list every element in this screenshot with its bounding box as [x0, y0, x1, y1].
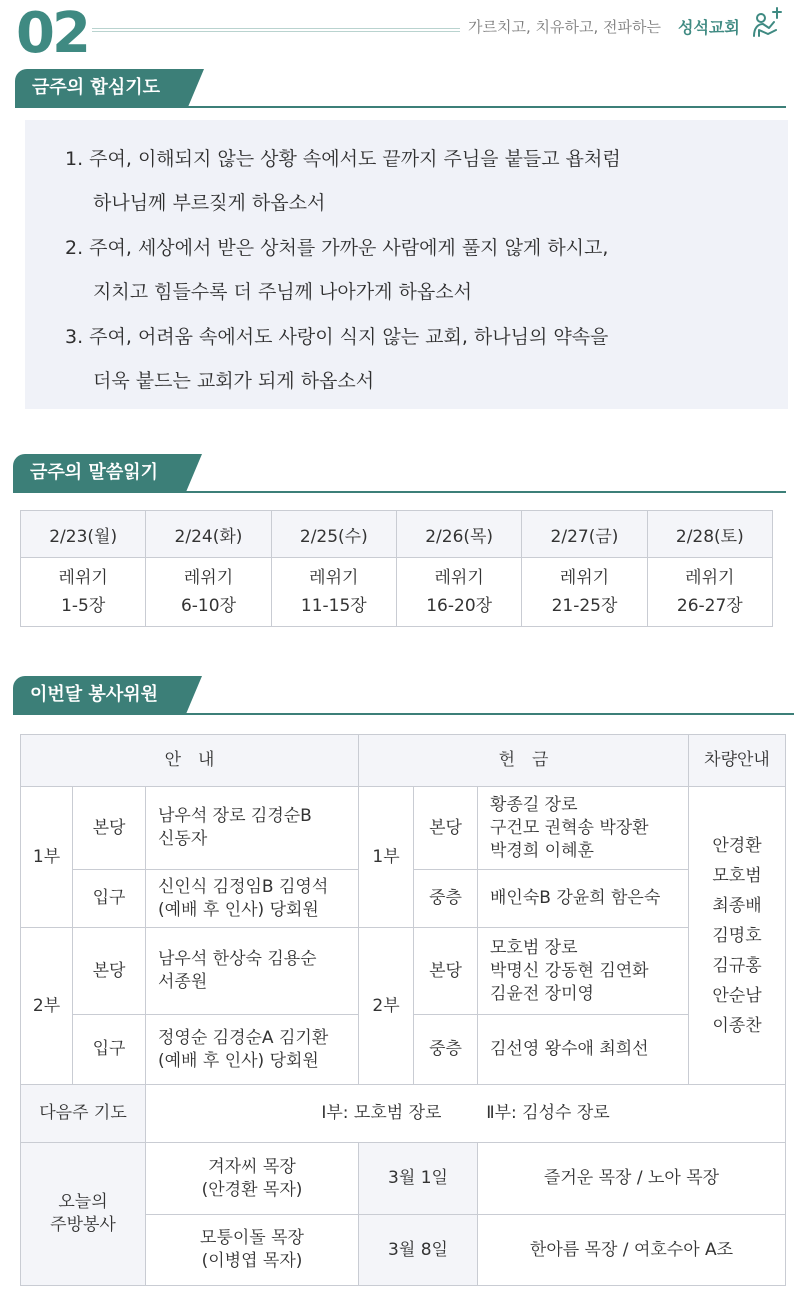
- reading-date: 2/25(수): [271, 511, 396, 558]
- offering-location: 본당: [414, 787, 478, 870]
- kitchen-row: [21, 1143, 786, 1215]
- reading-section-title: 금주의 말씀읽기: [13, 454, 186, 492]
- reading-passage: [522, 558, 647, 627]
- reading-passage: [647, 558, 772, 627]
- prayer-line: 더욱 붙드는 교회가 되게 하옵소서: [93, 370, 375, 392]
- service-section-divider: [13, 713, 794, 715]
- reading-date: 2/26(목): [396, 511, 521, 558]
- reading-book: 레위기: [559, 568, 610, 588]
- reading-date-row: [21, 511, 773, 558]
- reading-passage: [396, 558, 521, 627]
- guide-names: 정영순 김경순A 김기환 (예배 후 인사) 당회원: [146, 1015, 359, 1085]
- prayer-item: [65, 315, 608, 403]
- service-row: [21, 928, 786, 1015]
- kitchen-team: 겨자씨 목장 (안경환 목자): [146, 1143, 359, 1215]
- parking-header: 차량안내: [689, 735, 786, 787]
- next-prayer-service-2: Ⅱ부: 김성수 장로: [486, 1103, 610, 1123]
- reading-chapters: 21-25장: [551, 596, 618, 616]
- offering-service-label: 2부: [359, 928, 414, 1085]
- reading-date: 2/24(화): [146, 511, 271, 558]
- prayer-line: 2. 주여, 세상에서 받은 상처를 가까운 사람에게 풀지 않게 하시고,: [65, 237, 609, 259]
- guide-service-label: 1부: [21, 787, 73, 928]
- service-header-row: [21, 735, 786, 787]
- reading-book: 레위기: [685, 568, 735, 588]
- reading-chapters: 1-5장: [61, 596, 106, 616]
- reading-date: 2/28(토): [647, 511, 772, 558]
- reading-book: 레위기: [309, 568, 359, 588]
- guide-service-label: 2부: [21, 928, 73, 1085]
- prayer-item: [65, 226, 608, 314]
- prayer-line: 지치고 힘들수록 더 주님께 나아가게 하옵소서: [93, 281, 472, 303]
- prayer-item: [65, 137, 621, 225]
- next-prayer-assignments: [146, 1085, 786, 1143]
- reading-date: 2/23(월): [21, 511, 146, 558]
- reading-chapters: 26-27장: [676, 596, 743, 616]
- reading-chapters: 6-10장: [180, 596, 236, 616]
- offering-names: 모호범 장로 박명신 강동현 김연화 김윤전 장미영: [478, 928, 689, 1015]
- header-divider: [92, 28, 460, 32]
- page-number: 02: [16, 1, 88, 66]
- service-table: [20, 734, 786, 1286]
- offering-header: 헌 금: [359, 735, 689, 787]
- kitchen-label: 오늘의 주방봉사: [21, 1143, 146, 1286]
- next-prayer-label: 다음주 기도: [21, 1085, 146, 1143]
- offering-names: 황종길 장로 구건모 권혁송 박장환 박경희 이혜훈: [478, 787, 689, 870]
- praying-figure-cross-logo-icon: [750, 6, 784, 40]
- prayer-box: [25, 120, 788, 409]
- header-slogan: 가르치고, 치유하고, 전파하는: [468, 18, 661, 36]
- reading-book: 레위기: [434, 568, 484, 588]
- next-prayer-service-1: Ⅰ부: 모호범 장로: [321, 1103, 442, 1123]
- guide-location: 본당: [73, 928, 146, 1015]
- kitchen-team: 모퉁이돌 목장 (이병엽 목자): [146, 1215, 359, 1286]
- guide-location: 입구: [73, 870, 146, 928]
- guide-header: 안 내: [21, 735, 359, 787]
- reading-passage-row: [21, 558, 773, 627]
- guide-location: 입구: [73, 1015, 146, 1085]
- prayer-line: 3. 주여, 어려움 속에서도 사랑이 식지 않는 교회, 하나님의 약속을: [65, 326, 609, 348]
- prayer-section-divider: [15, 106, 786, 108]
- reading-passage: [146, 558, 271, 627]
- reading-chapters: 16-20장: [426, 596, 493, 616]
- offering-names: 배인숙B 강윤희 함은숙: [478, 870, 689, 928]
- offering-names: 김선영 왕수애 최희선: [478, 1015, 689, 1085]
- prayer-line: 하나님께 부르짖게 하옵소서: [93, 192, 326, 214]
- reading-book: 레위기: [58, 568, 108, 588]
- reading-table: [20, 510, 773, 627]
- next-prayer-row: [21, 1085, 786, 1143]
- offering-service-label: 1부: [359, 787, 414, 928]
- offering-location: 중층: [414, 1015, 478, 1085]
- prayer-section-title: 금주의 합심기도: [15, 69, 188, 107]
- guide-names: 신인식 김정임B 김영석 (예배 후 인사) 당회원: [146, 870, 359, 928]
- reading-book: 레위기: [183, 568, 234, 588]
- kitchen-next-teams: 한아름 목장 / 여호수아 A조: [478, 1215, 786, 1286]
- guide-names: 남우석 한상숙 김용순 서종원: [146, 928, 359, 1015]
- prayer-line: 1. 주여, 이해되지 않는 상황 속에서도 끝까지 주님을 붙들고 욥처럼: [65, 148, 621, 170]
- church-name: 성석교회: [678, 18, 740, 37]
- reading-passage: [21, 558, 146, 627]
- kitchen-date: 3월 8일: [359, 1215, 478, 1286]
- kitchen-date: 3월 1일: [359, 1143, 478, 1215]
- guide-names: 남우석 장로 김경순B 신동자: [146, 787, 359, 870]
- offering-location: 중층: [414, 870, 478, 928]
- service-row: [21, 787, 786, 870]
- reading-section-divider: [13, 491, 786, 493]
- guide-location: 본당: [73, 787, 146, 870]
- kitchen-next-teams: 즐거운 목장 / 노아 목장: [478, 1143, 786, 1215]
- service-section-title: 이번달 봉사위원: [13, 676, 186, 714]
- offering-location: 본당: [414, 928, 478, 1015]
- reading-chapters: 11-15장: [300, 596, 367, 616]
- reading-date: 2/27(금): [522, 511, 647, 558]
- parking-names: 안경환 모호범 최종배 김명호 김규홍 안순남 이종찬: [689, 787, 786, 1085]
- reading-passage: [271, 558, 396, 627]
